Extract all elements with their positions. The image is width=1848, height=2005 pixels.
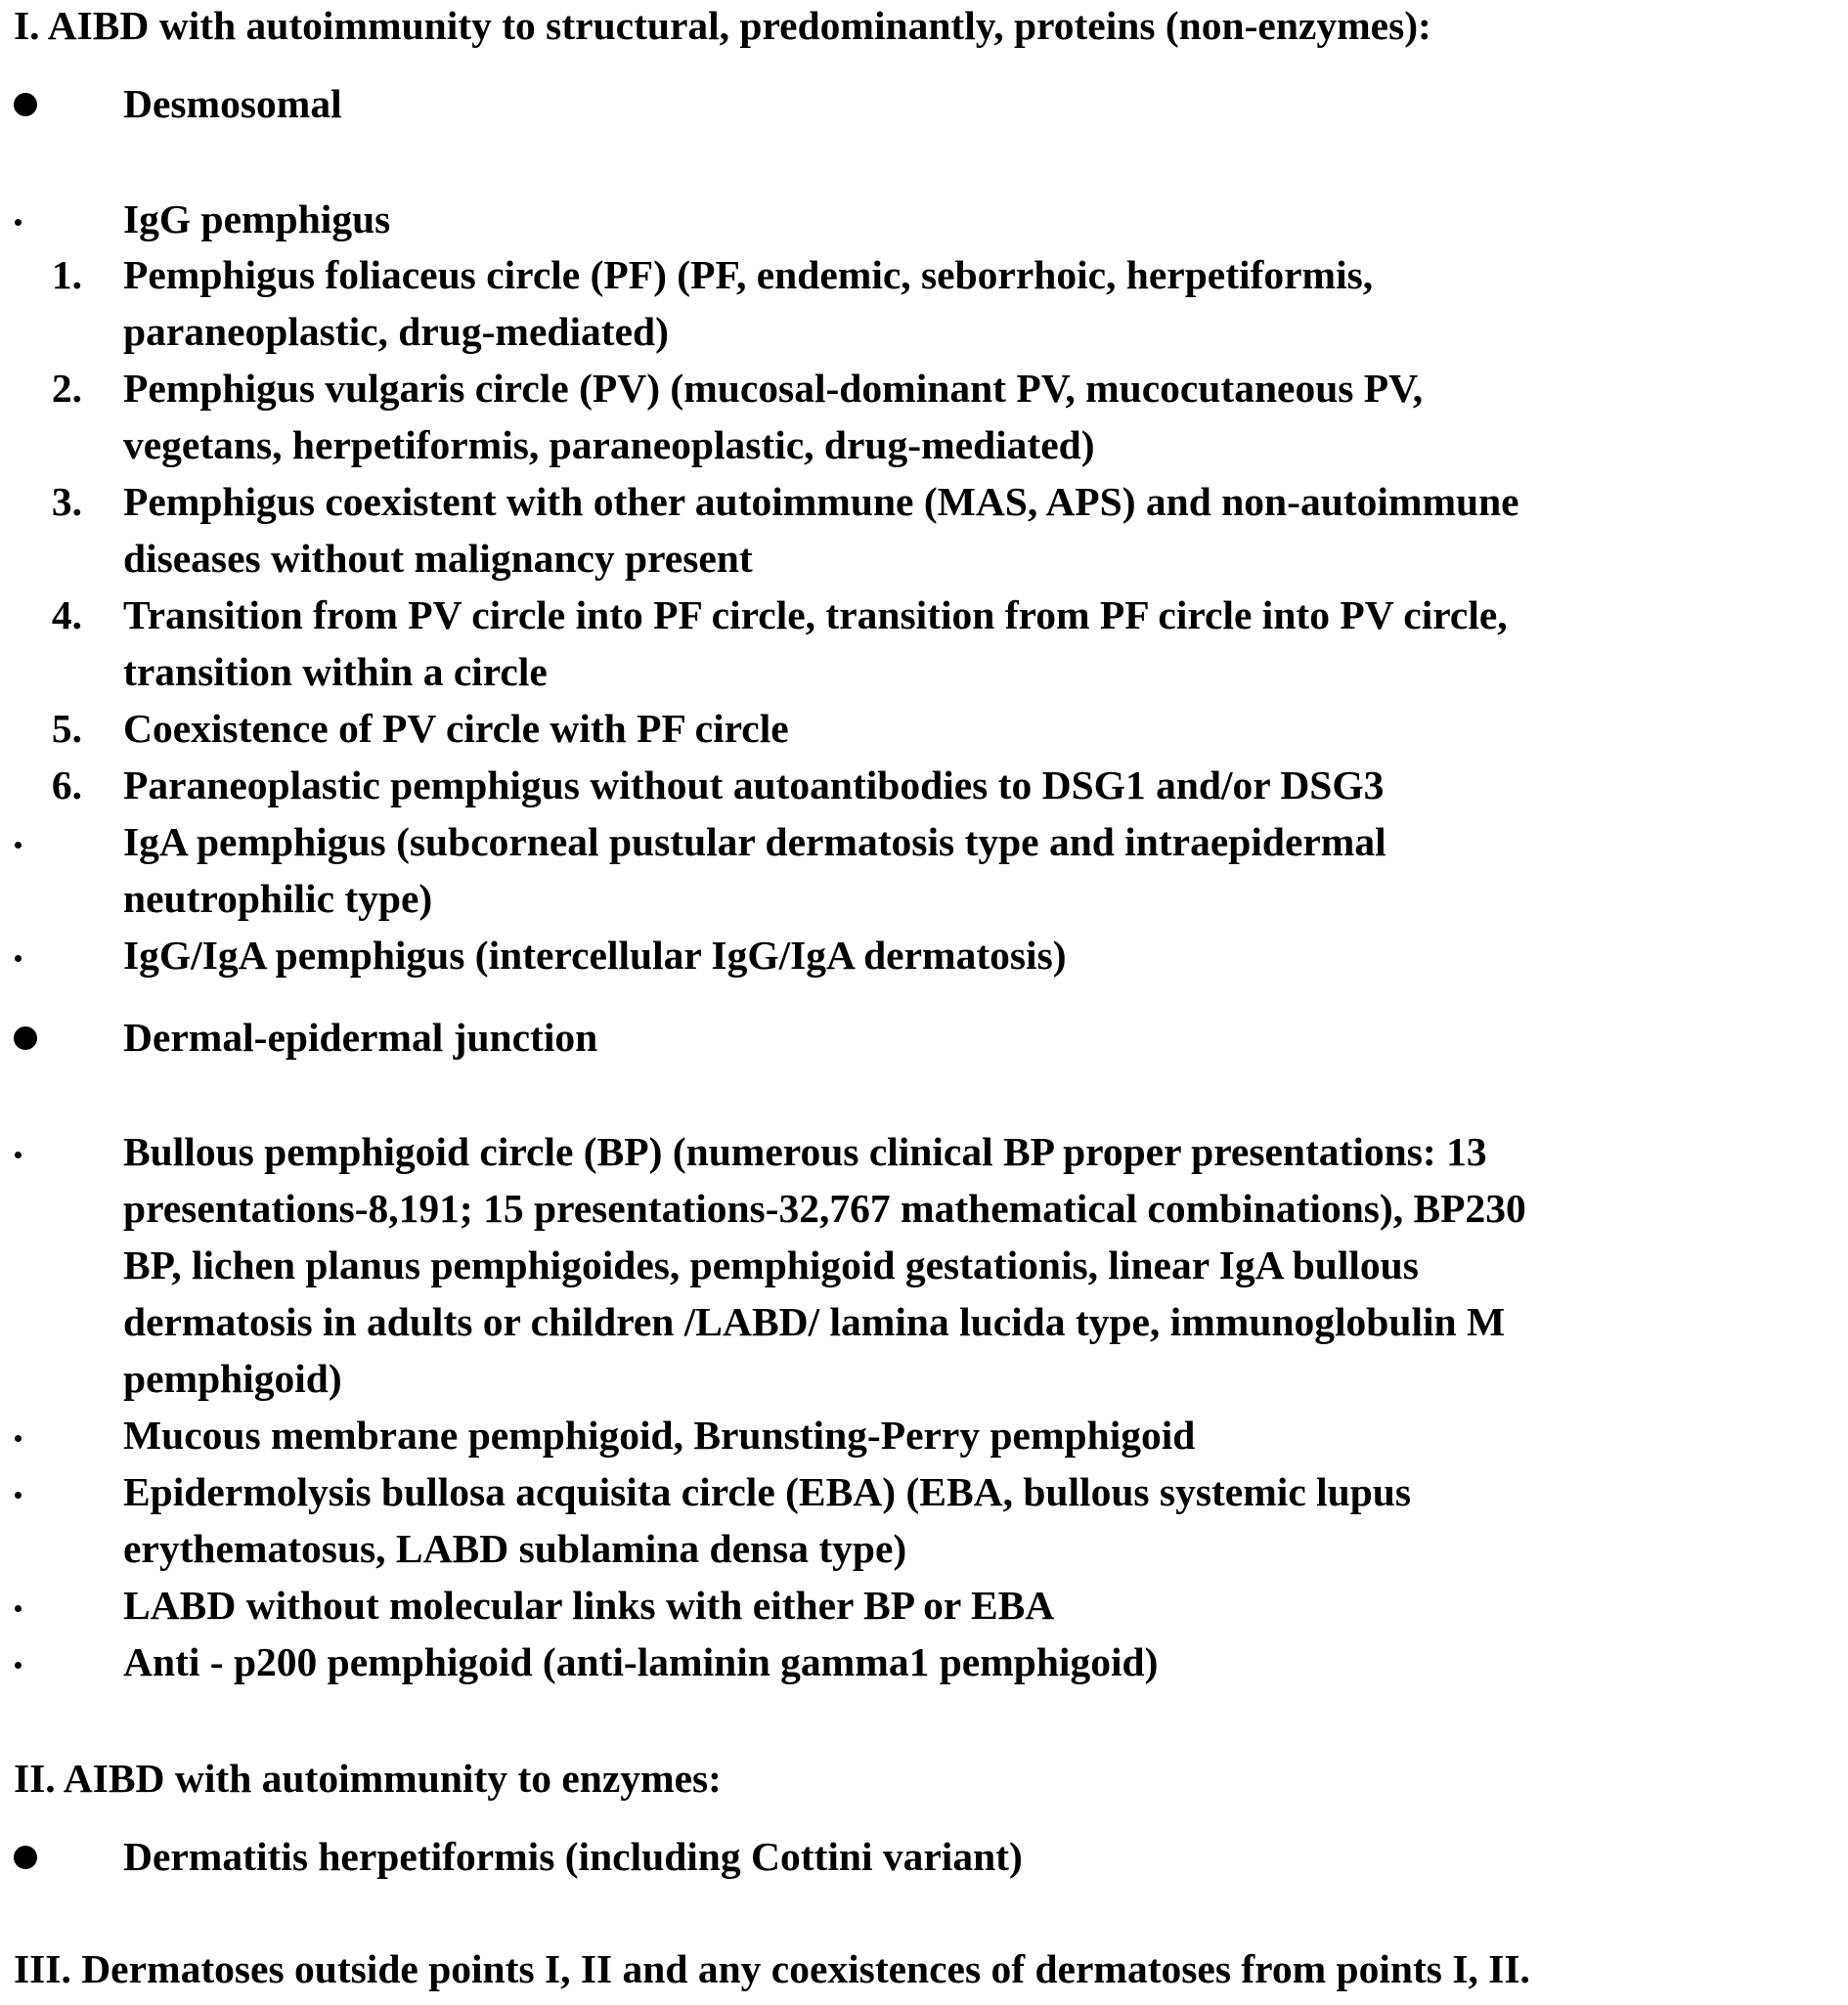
iga-pemphigus-line-1: IgA pemphigus (subcorneal pustular dermatosis type and intraepidermal [123,819,1386,864]
list-item-5-line-1: Coexistence of PV circle with PF circle [123,706,789,751]
list-item-4-line-1: Transition from PV circle into PF circle, transition from PF circle into PV circle, [123,592,1508,637]
list-number: 1. [51,252,82,297]
bullet-large [14,93,37,116]
list-item-1-line-2: paraneoplastic, drug-mediated) [123,309,669,354]
list-number: 6. [51,763,82,807]
section-2-heading: II. AIBD with autoimmunity to enzymes: [14,1756,722,1801]
bullet-small [15,842,22,849]
list-item-2-line-1: Pemphigus vulgaris circle (PV) (mucosal-dominant PV, mucocutaneous PV, [123,366,1424,411]
list-number: 5. [51,706,82,751]
list-item-2-line-2: vegetans, herpetiformis, paraneoplastic, drug-mediated) [123,422,1095,467]
igg-pemphigus-label: IgG pemphigus [123,196,391,241]
bp-circle-line-2: presentations-8,191; 15 presentations-32,767 mathematical combinations), BP230 [123,1186,1526,1231]
bp-circle-line-3: BP, lichen planus pemphigoides, pemphigoid gestationis, linear IgA bullous [123,1242,1419,1287]
labd-line-1: LABD without molecular links with either BP or EBA [123,1583,1055,1628]
section-3-heading: III. Dermatoses outside points I, II and any coexistences of dermatoses from points I, II. [14,1946,1530,1991]
eba-circle-line-1: Epidermolysis bullosa acquisita circle (EBA) (EBA, bullous systemic lupus [123,1469,1412,1514]
bullet-small [15,1435,22,1442]
iga-pemphigus-line-2: neutrophilic type) [123,876,433,921]
bp-circle-line-1: Bullous pemphigoid circle (BP) (numerous clinical BP proper presentations: 13 [123,1129,1487,1174]
mmp-line-1: Mucous membrane pemphigoid, Brunsting-Perry pemphigoid [123,1413,1196,1458]
list-item-6-line-1: Paraneoplastic pemphigus without autoantibodies to DSG1 and/or DSG3 [123,763,1385,807]
igg-iga-pemphigus: IgG/IgA pemphigus (intercellular IgG/IgA dermatosis) [123,933,1067,978]
bullet-small [15,955,22,962]
bullet-large [14,1846,37,1869]
dej-label: Dermal-epidermal junction [123,1015,598,1060]
list-item-3-line-1: Pemphigus coexistent with other autoimmune (MAS, APS) and non-autoimmune [123,479,1519,524]
eba-circle-line-2: erythematosus, LABD sublamina densa type) [123,1526,907,1571]
bullet-small [15,1152,22,1158]
bullet-small [15,1605,22,1612]
bullet-small [15,1662,22,1669]
bullet-large [14,1026,37,1050]
bullet-small [15,1492,22,1499]
desmosomal-label: Desmosomal [123,81,342,126]
list-number: 2. [51,366,82,411]
list-number: 3. [51,479,82,524]
list-item-3-line-2: diseases without malignancy present [123,536,753,581]
list-item-1-line-1: Pemphigus foliaceus circle (PF) (PF, endemic, seborrhoic, herpetiformis, [123,252,1374,297]
bp-circle-line-5: pemphigoid) [123,1356,342,1401]
bp-circle-line-4: dermatosis in adults or children /LABD/ lamina lucida type, immunoglobulin M [123,1299,1506,1344]
list-item-4-line-2: transition within a circle [123,649,548,694]
list-number: 4. [51,592,82,637]
anti-p200-line-1: Anti - p200 pemphigoid (anti-laminin gamma1 pemphigoid) [123,1639,1159,1684]
section-1-heading: I. AIBD with autoimmunity to structural, predominantly, proteins (non-enzymes): [14,3,1431,48]
dermatitis-herpetiformis: Dermatitis herpetiformis (including Cottini variant) [123,1834,1023,1879]
bullet-small [15,219,22,226]
